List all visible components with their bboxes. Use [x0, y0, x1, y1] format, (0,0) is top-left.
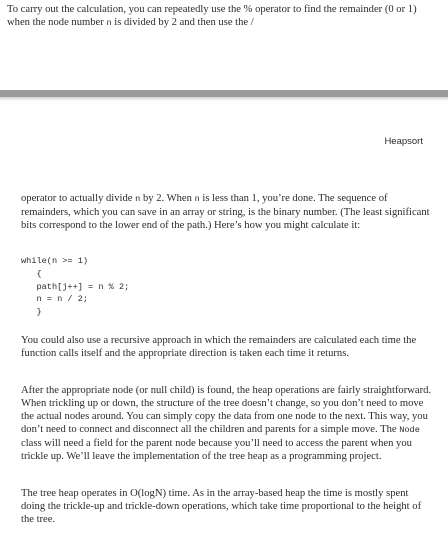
- paragraph-divide-operator: [21, 192, 433, 232]
- code-line: }: [21, 307, 42, 318]
- text-run: is less than 1, you’re done. The sequence of remainders, which you can save in an array or string, is the binary number. (The least significant bits correspond to the lower end of the path.) Here’s how you might calculate it:: [21, 193, 430, 231]
- text-run: To carry out the calculation, you can repeatedly use the % operator to find the remainder (0 or 1) when the node number: [7, 4, 417, 28]
- inline-code: n: [106, 18, 112, 28]
- code-block: [21, 255, 129, 319]
- page-divider: [0, 90, 448, 97]
- paragraph-tree-heap-complexity: The tree heap operates in O(logN) time. As in the array-based heap the time is mostly spent doing the trickle-up and trickle-down operations, which take time proportional to the height of the tree.: [21, 488, 422, 525]
- paragraph-heap-operations: [21, 384, 433, 463]
- code-line: n = n / 2;: [21, 294, 89, 305]
- previous-page-text-fragment: [7, 3, 441, 30]
- inline-code: Node: [399, 425, 420, 435]
- text-run: operator to actually divide: [21, 193, 136, 204]
- page-divider-shadow: [0, 97, 448, 101]
- text-run: is divided by 2 and then use the /: [111, 17, 254, 28]
- text-run: After the appropriate node (or null child) is found, the heap operations are fairly straightforward. When trickling up or down, the structure of the tree doesn’t change, so you don’t need to move the actual nodes around. You can simply copy the data from one node to the next. This way, you don’t need to connect and disconnect all the children and parents for a simple move. The: [21, 385, 432, 435]
- code-line: while(n >= 1): [21, 256, 89, 266]
- text-run: by 2. When: [140, 193, 195, 204]
- running-header: Heapsort: [384, 136, 423, 147]
- code-line: path[j++] = n % 2;: [21, 281, 130, 292]
- paragraph-recursive-approach: You could also use a recursive approach in which the remainders are calculated each time the function calls itself and the appropriate direction is taken each time it returns.: [21, 335, 417, 359]
- inline-code: n: [194, 194, 200, 204]
- code-line: {: [21, 268, 42, 279]
- text-run: class will need a field for the parent node because you’ll need to access the parent when you trickle up. We’ll leave the implementation of the tree heap as a programming project.: [21, 438, 412, 462]
- inline-code: n: [135, 194, 141, 204]
